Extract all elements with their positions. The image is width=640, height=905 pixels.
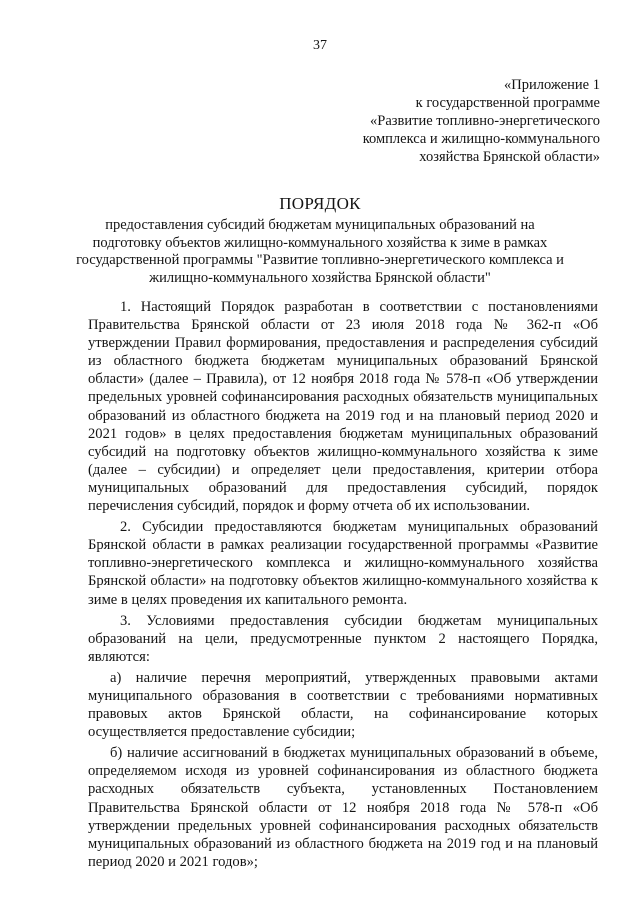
- appendix-line: к государственной программе: [415, 95, 600, 111]
- appendix-line: «Приложение 1: [504, 77, 600, 93]
- paragraph-2: 2. Субсидии предоставляются бюджетам муниципальных образований Брянской области в рамках реализации государственной программы «Развитие топливно-энергетического комплекса и жилищно-коммунального хозяйства Брянской области» на подготовку объектов жилищно-коммунального хозяйства к зиме в целях проведения их капитального ремонта.: [88, 519, 598, 608]
- document-body: [88, 298, 598, 874]
- appendix-line: «Развитие топливно-энергетического: [370, 113, 600, 129]
- appendix-line: хозяйства Брянской области»: [419, 149, 600, 165]
- document-subtitle: [70, 217, 570, 287]
- subtitle-line: государственной программы "Развитие топливно-энергетического комплекса и: [76, 252, 564, 268]
- paragraph-3a: а) наличие перечня мероприятий, утвержденных правовыми актами муниципального образования в соответствии с требованиями нормативных правовых актов Брянской области, на софинансирование которых осуществляется предоставление субсидии;: [88, 669, 598, 741]
- paragraph-3: 3. Условиями предоставления субсидии бюджетам муниципальных образований на цели, предусмотренные пунктом 2 настоящего Порядка, являются:: [88, 612, 598, 665]
- paragraph-3b: б) наличие ассигнований в бюджетах муниципальных образований в объеме, определяемом исходя из уровней софинансирования из областного бюджета расходных обязательств субъекта, установленных Постановлением Правительства Брянской области от 12 ноября 2018 года № 578-п «Об утверждении предельных уровней софинансирования расходных обязательств муниципальных образований из областного бюджета на 2019 год и на плановый период 2020 и 2021 годов»;: [88, 745, 598, 870]
- subtitle-line: предоставления субсидий бюджетам муниципальных образований на: [105, 217, 535, 233]
- page-number: 37: [313, 38, 327, 53]
- subtitle-line: жилищно-коммунального хозяйства Брянской области": [149, 269, 491, 286]
- subtitle-line: подготовку объектов жилищно-коммунального хозяйства к зиме в рамках: [92, 234, 548, 251]
- appendix-line: комплекса и жилищно-коммунального: [362, 131, 600, 147]
- paragraph-1: 1. Настоящий Порядок разработан в соответствии с постановлениями Правительства Брянской области от 23 июля 2018 года № 362-п «Об утверждении Правил формирования, предоставления и распределения субсидий из областного бюджета бюджетам муниципальных образований Брянской области» (далее – Правила), от 12 ноября 2018 года № 578-п «Об утверждении предельных уровней софинансирования расходных обязательств муниципальных образований из областного бюджета на 2019 год и на плановый период 2020 и 2021 годов» в целях предоставления бюджетам муниципальных образований субсидий на подготовку объектов жилищно-коммунального хозяйства к зиме (далее – субсидии) и определяет цели предоставления, критерии отбора муниципальных образований для предоставления субсидий, порядок перечисления субсидий, порядок и форму отчета об их использовании.: [88, 299, 598, 515]
- appendix-header: [280, 76, 600, 166]
- document-title: ПОРЯДОК: [279, 194, 361, 213]
